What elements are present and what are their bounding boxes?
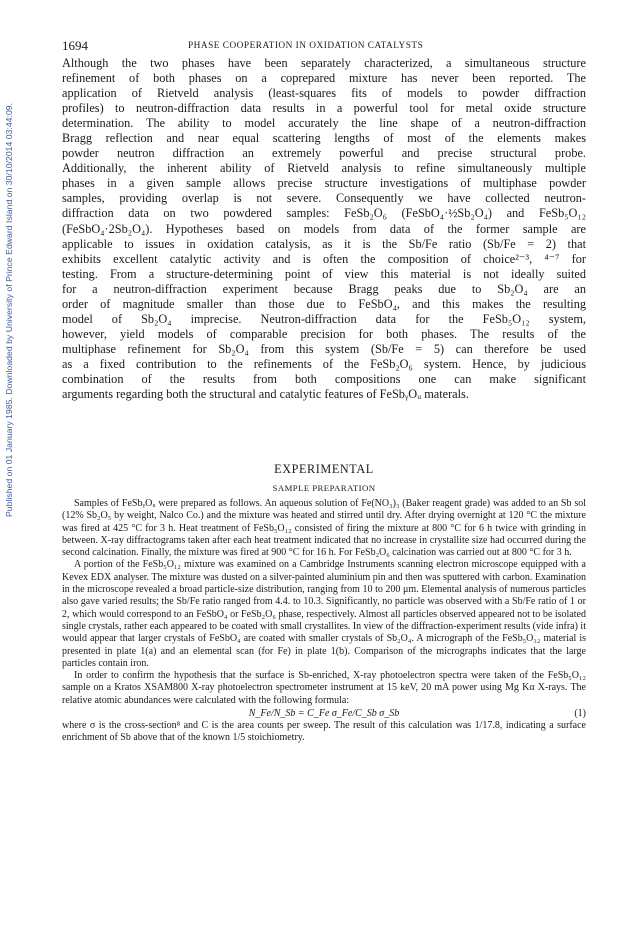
intro-line: combination of the results from both compositions one can make significant [62, 371, 586, 386]
intro-line: samples, providing overlap is not severe. Consequently we have collected neutron- [62, 191, 586, 206]
intro-line: however, yield models of comparable precision for both phases. The results of the [62, 326, 586, 341]
intro-line: powder neutron diffraction an extremely powerful and precise structural probe. [62, 146, 586, 161]
intro-line: order of magnitude smaller than those due to FeSbO₄, and this makes the resulting [62, 296, 586, 311]
intro-line: as a fixed contribution to the refinements of the FeSb₂O₆ system. Hence, by judicious [62, 356, 586, 371]
paragraph-xps: In order to confirm the hypothesis that the surface is Sb-enriched, X-ray photoelectron spectra were taken of the FeSb₅O₁₂ sample on a Kratos XSAM800 X-ray photoelectron spectrometer instrument at 15 keV, 20 mA power using Mg Kα X-rays. The relative atomic abundances were calculated with the following formula: [62, 670, 586, 706]
intro-line: testing. From a structure-determining point of view this material is not ideally suited [62, 266, 586, 281]
intro-line: application of Rietveld analysis (least-squares fits of models to powder diffraction [62, 86, 586, 101]
section-heading: EXPERIMENTAL [274, 462, 374, 476]
equation-row [62, 707, 586, 720]
intro-line: Although the two phases have been separately characterized, a simultaneous structure [62, 56, 586, 70]
intro-line: phases in a given sample allows precise structure investigations of multiphase powder [62, 176, 586, 191]
running-head: PHASE COOPERATION IN OXIDATION CATALYSTS [188, 41, 424, 51]
intro-line: arguments regarding both the structural and catalytic features of FeSbᵧOᵤ materals. [62, 387, 469, 402]
intro-line: applicable to issues in oxidation catalysis, as it is the Sb/Fe ratio (Sb/Fe = 2) that [62, 236, 586, 251]
paragraph-sem-analysis: A portion of the FeSb₅O₁₂ mixture was examined on a Cambridge Instruments scanning electron microscope equipped with a Kevex EDX analyser. The mixture was dusted on a silver-painted aluminium pin and then was sputtered with carbon. Examination in the microscope revealed a broad particle-size distribution, ranging from 10 to 200 μm. Elemental analysis of numerous particles also gave varied results; the Sb/Fe ratio ranged from 4.4. to 10.3. Significantly, no particle was observed with a Sb/Fe ratio of 1 or 2, which would correspond to an FeSbO₄ or FeSb₂O₆ phase, respectively. Almost all particles observed appeared not to be isolated single crystals, rather each appeared to be coated with small crystallites. In view of the diffraction-experiment results (vide infra) it would appear that larger crystals of FeSbO₄ are coated with smaller crystals of Sb₂O₄. A micrograph of the FeSb₅O₁₂ material is presented in plate 1(a) and an elemental scan (for Fe) in plate 1(b). Comparison of the micrographs indicates that the large particles contain iron. [62, 559, 586, 669]
intro-line: diffraction data on two powdered samples: FeSb₂O₆ (FeSbO₄·½Sb₂O₄) and FeSb₅O₁₂ [62, 206, 586, 221]
intro-line: for a neutron-diffraction experiment because Bragg peaks due to Sb₂O₄ are an [62, 281, 586, 296]
paragraph-xps-result: where σ is the cross-section⁸ and C is the area counts per sweep. The result of this calculation was 1/17.8, indicating a surface enrichment of Sb above that of the known 1/5 stoichiometry. [62, 720, 586, 744]
download-stamp: Published on 01 January 1985. Downloaded by University of Prince Edward Island on 30/10/2014 03:44:09. [4, 102, 14, 518]
page-header [62, 38, 586, 54]
paragraph-sample-preparation: Samples of FeSbᵧOᵤ were prepared as follows. An aqueous solution of Fe(NO₃)₃ (Baker reagent grade) was added to an Sb sol (12% Sb₂O₅ by weight, Nalco Co.) and the mixture was heated and stirred until dry. After drying overnight at 120 °C the mixture was fired at 425 °C for 3 h. Heat treatment of FeSb₅O₁₂ consisted of firing the mixture at 800 °C for 6 h twice with grinding in between. X-ray diffractograms taken after each heat treatment indicated that no increase in crystallite size had occurred during the second calcination. Finally, the mixture was fired at 900 °C for 16 h. For FeSb₂O₆ calcination was carried out at 800 °C for 3 h. [62, 498, 586, 559]
intro-line: model of Sb₂O₄ imprecise. Neutron-diffraction data for the FeSb₅O₁₂ system, [62, 311, 586, 326]
equation-number: (1) [574, 708, 586, 720]
intro-line: exhibits excellent catalytic activity and is often the composition of choice²⁻³, ⁴⁻⁷ for [62, 251, 586, 266]
intro-line: Additionally, the inherent ability of Rietveld analysis to refine simultaneously multiple [62, 161, 586, 176]
equation: N_Fe/N_Sb = C_Fe σ_Fe/C_Sb σ_Sb [248, 708, 400, 720]
intro-paragraph [62, 56, 586, 402]
intro-line: determination. The ability to model accurately the line shape of a neutron-diffraction [62, 116, 586, 131]
intro-line: Bragg reflection and near equal scattering lengths of most of the elements makes [62, 131, 586, 146]
intro-line: refinement of both phases on a coprepared mixture has never been reported. The [62, 71, 586, 86]
intro-line: (FeSbO₄·2Sb₂O₄). Hypotheses based on models from data of the former sample are [62, 221, 586, 236]
subsection-heading: SAMPLE PREPARATION [272, 483, 376, 493]
intro-line: profiles) to neutron-diffraction data results in a powerful tool for metal oxide structure [62, 101, 586, 116]
page-number: 1694 [62, 38, 88, 53]
experimental-body [62, 498, 586, 745]
intro-line: multiphase refinement for Sb₂O₄ from this system (Sb/Fe = 5) can therefore be used [62, 341, 586, 356]
